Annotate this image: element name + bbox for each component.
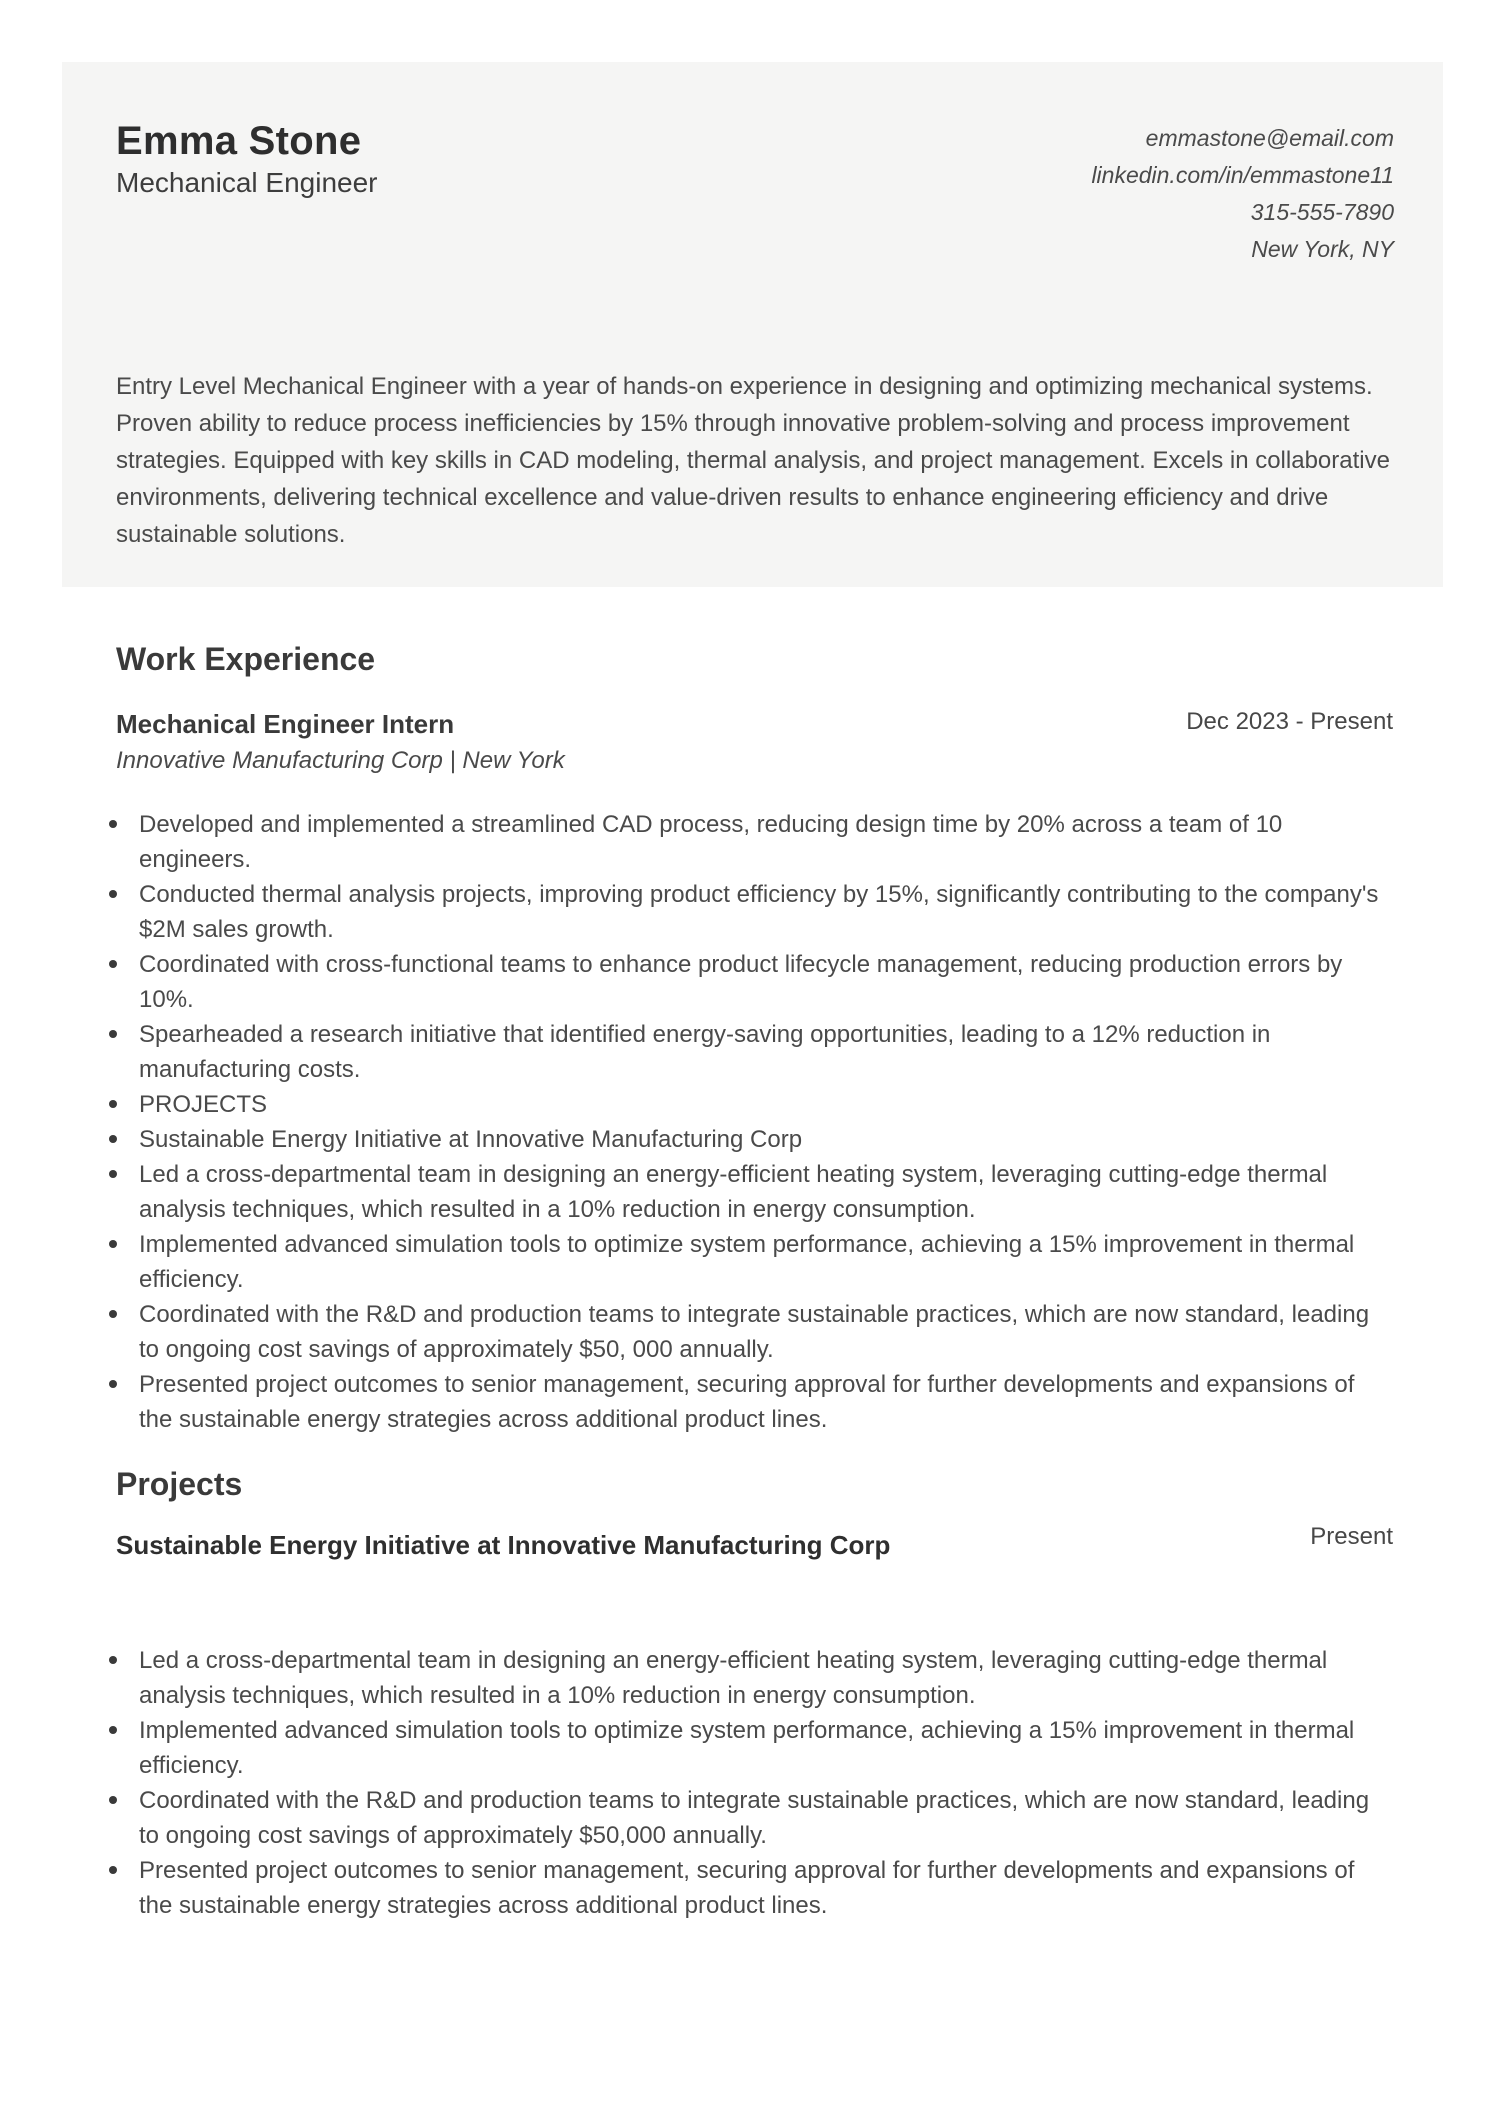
- project-bullet: Coordinated with the R&D and production teams to integrate sustainable practices, which are now standard, leading to ongoing cost savings of approximately $50,000 annually.: [116, 1783, 1393, 1853]
- person-job-title: Mechanical Engineer: [116, 167, 378, 198]
- project-dates: Present: [1310, 1523, 1393, 1550]
- job-header-row: [116, 710, 1393, 740]
- resume-body: [116, 642, 1393, 1923]
- job-bullet: Spearheaded a research initiative that identified energy-saving opportunities, leading to a 12% reduction in manufacturing costs.: [116, 1017, 1393, 1087]
- header-top-row: [116, 120, 1394, 268]
- work-experience-heading: Work Experience: [116, 641, 376, 677]
- project-bullet: Implemented advanced simulation tools to optimize system performance, achieving a 15% improvement in thermal efficiency.: [116, 1713, 1393, 1783]
- contact-block: [1091, 120, 1394, 268]
- project-bullet: Led a cross-departmental team in designing an energy-efficient heating system, leveraging cutting-edge thermal analysis techniques, which resulted in a 10% reduction in energy consumption.: [116, 1643, 1393, 1713]
- work-experience-section: [116, 642, 1393, 1437]
- contact-linkedin: linkedin.com/in/emmastone11: [1091, 162, 1394, 188]
- job-bullet: Coordinated with the R&D and production teams to integrate sustainable practices, which are now standard, leading to ongoing cost savings of approximately $50, 000 annually.: [116, 1297, 1393, 1367]
- job-bullet-list: [116, 807, 1393, 1437]
- project-bullet-list: [116, 1643, 1393, 1923]
- job-company-location: Innovative Manufacturing Corp | New York: [116, 747, 565, 774]
- person-name: Emma Stone: [116, 119, 362, 163]
- contact-location: New York, NY: [1251, 236, 1394, 262]
- projects-heading: Projects: [116, 1466, 243, 1502]
- job-bullet: Sustainable Energy Initiative at Innovative Manufacturing Corp: [116, 1122, 1393, 1157]
- job-bullet: Developed and implemented a streamlined CAD process, reducing design time by 20% across a team of 10 engineers.: [116, 807, 1393, 877]
- project-title: Sustainable Energy Initiative at Innovative Manufacturing Corp: [116, 1530, 891, 1560]
- projects-section: [116, 1467, 1393, 1923]
- job-bullet: Conducted thermal analysis projects, improving product efficiency by 15%, significantly contributing to the company's $2M sales growth.: [116, 877, 1393, 947]
- job-bullet: Coordinated with cross-functional teams to enhance product lifecycle management, reducing production errors by 10%.: [116, 947, 1393, 1017]
- job-dates: Dec 2023 - Present: [1186, 708, 1393, 735]
- professional-summary: Entry Level Mechanical Engineer with a year of hands-on experience in designing and optimizing mechanical systems. Proven ability to reduce process inefficiencies by 15% through innovative problem-solving and process improvement strategies. Equipped with key skills in CAD modeling, thermal analysis, and project management. Excels in collaborative environments, delivering technical excellence and value-driven results to enhance engineering efficiency and drive sustainable solutions.: [116, 373, 1390, 548]
- project-bullet: Presented project outcomes to senior management, securing approval for further developments and expansions of the sustainable energy strategies across additional product lines.: [116, 1853, 1393, 1923]
- identity-block: [116, 120, 378, 198]
- project-header-row: [116, 1523, 1393, 1561]
- job-bullet: Implemented advanced simulation tools to optimize system performance, achieving a 15% improvement in thermal efficiency.: [116, 1227, 1393, 1297]
- job-bullet: Presented project outcomes to senior management, securing approval for further developments and expansions of the sustainable energy strategies across additional product lines.: [116, 1367, 1393, 1437]
- contact-phone: 315-555-7890: [1250, 199, 1394, 225]
- resume-header: [62, 62, 1443, 587]
- job-bullet: PROJECTS: [116, 1087, 1393, 1122]
- job-title: Mechanical Engineer Intern: [116, 709, 455, 739]
- job-bullet: Led a cross-departmental team in designing an energy-efficient heating system, leveraging cutting-edge thermal analysis techniques, which resulted in a 10% reduction in energy consumption.: [116, 1157, 1393, 1227]
- contact-email: emmastone@email.com: [1145, 125, 1394, 151]
